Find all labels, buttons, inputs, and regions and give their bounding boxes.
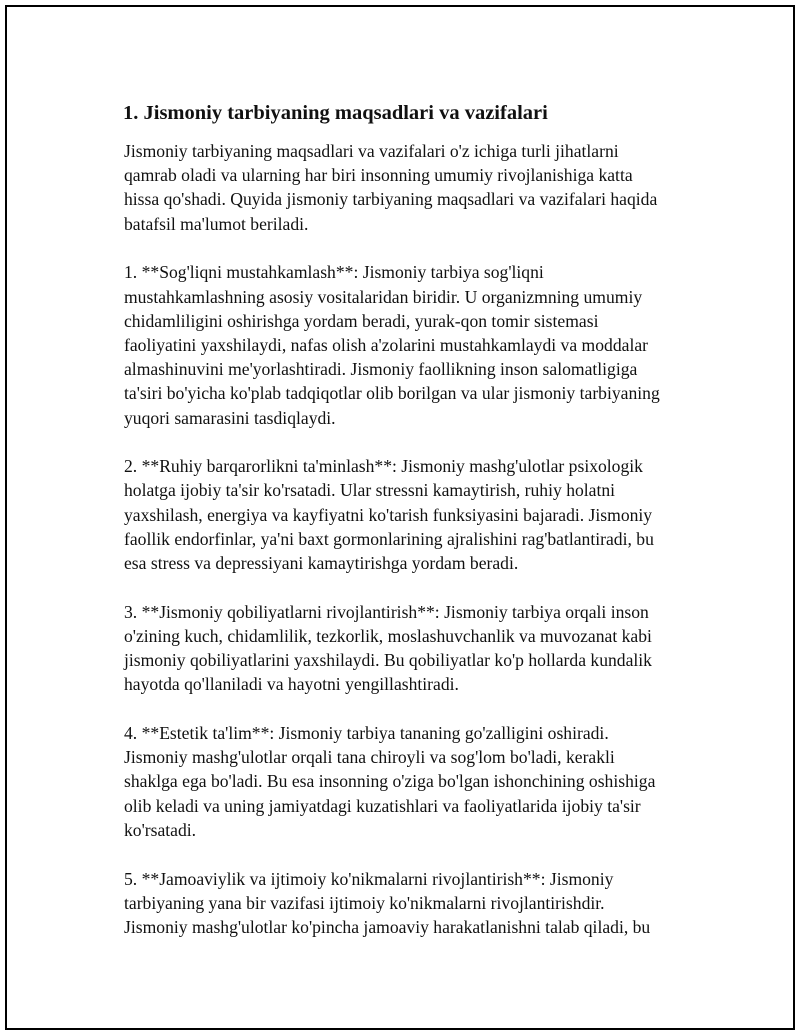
text-line: holatga ijobiy ta'sir ko'rsatadi. Ular stressni kamaytirish, ruhiy holatni — [124, 480, 616, 501]
text-line: batafsil ma'lumot beriladi. — [124, 213, 309, 234]
text-line: qamrab oladi va ularning har biri insonning umumiy rivojlanishiga katta — [124, 165, 633, 186]
text-line: Jismoniy mashg'ulotlar orqali tana chiroyli va sog'lom bo'ladi, kerakli — [124, 747, 615, 768]
text-line: 2. **Ruhiy barqarorlikni ta'minlash**: Jismoniy mashg'ulotlar psixologik — [124, 456, 643, 477]
text-line: 5. **Jamoaviylik va ijtimoiy ko'nikmalarni rivojlantirish**: Jismoniy — [124, 868, 614, 889]
intro-paragraph — [124, 139, 689, 236]
text-line: ta'siri bo'yicha ko'plab tadqiqotlar olib borilgan va ular jismoniy tarbiyaning — [124, 383, 660, 404]
text-line: yuqori samarasini tasdiqlaydi. — [124, 407, 336, 428]
text-line: tarbiyaning yana bir vazifasi ijtimoiy ko'nikmalarni rivojlantirishdir. — [124, 892, 605, 913]
text-line: 3. **Jismoniy qobiliyatlarni rivojlantirish**: Jismoniy tarbiya orqali inson — [124, 601, 649, 622]
text-line: jismoniy qobiliyatlarini yaxshilaydi. Bu qobiliyatlar ko'p hollarda kundalik — [124, 650, 652, 671]
page-frame — [5, 5, 795, 1030]
text-line: 4. **Estetik ta'lim**: Jismoniy tarbiya tananing go'zalligini oshiradi. — [124, 723, 609, 744]
text-line: Jismoniy tarbiyaning maqsadlari va vazifalari o'z ichiga turli jihatlarni — [124, 141, 619, 161]
list-item-paragraph — [124, 867, 689, 940]
text-line: yaxshilash, energiya va kayfiyatni ko'tarish funksiyasini bajaradi. Jismoniy — [124, 504, 653, 525]
text-line: olib keladi va uning jamiyatdagi kuzatishlari va faoliyatlarida ijobiy ta'sir — [124, 795, 641, 816]
text-line: hayotda qo'llaniladi va hayotni yengillashtiradi. — [124, 674, 459, 695]
list-item-paragraph — [124, 260, 689, 429]
text-line: mustahkamlashning asosiy vositalaridan biridir. U organizmning umumiy — [124, 286, 643, 307]
document-body — [119, 99, 689, 964]
text-line: Jismoniy mashg'ulotlar ko'pincha jamoaviy harakatlanishni talab qiladi, bu — [124, 916, 651, 937]
text-line: esa stress va depressiyani kamaytirishga yordam beradi. — [124, 553, 519, 574]
text-line: ko'rsatadi. — [124, 819, 197, 840]
text-line: almashinuvini me'yorlashtiradi. Jismoniy faollikning inson salomatligiga — [124, 359, 638, 380]
text-line: chidamliligini oshirishga yordam beradi, yurak-qon tomir sistemasi — [124, 310, 599, 331]
text-line: shaklga ega bo'ladi. Bu esa insonning o'ziga bo'lgan ishonchining oshishiga — [124, 771, 656, 792]
list-item-paragraph — [124, 454, 689, 575]
section-heading: 1. Jismoniy tarbiyaning maqsadlari va vazifalari — [123, 102, 548, 124]
text-line: o'zining kuch, chidamlilik, tezkorlik, moslashuvchanlik va muvozanat kabi — [124, 625, 652, 646]
text-line: 1. **Sog'liqni mustahkamlash**: Jismoniy tarbiya sog'liqni — [124, 262, 544, 283]
text-line: hissa qo'shadi. Quyida jismoniy tarbiyaning maqsadlari va vazifalari haqida — [124, 189, 658, 210]
text-line: faollik endorfinlar, ya'ni baxt gormonlarining ajralishini rag'batlantiradi, bu — [124, 528, 654, 549]
list-item-paragraph — [124, 721, 689, 842]
list-item-paragraph — [124, 600, 689, 697]
text-line: faoliyatini yaxshilaydi, nafas olish a'zolarini mustahkamlaydi va moddalar — [124, 334, 648, 355]
